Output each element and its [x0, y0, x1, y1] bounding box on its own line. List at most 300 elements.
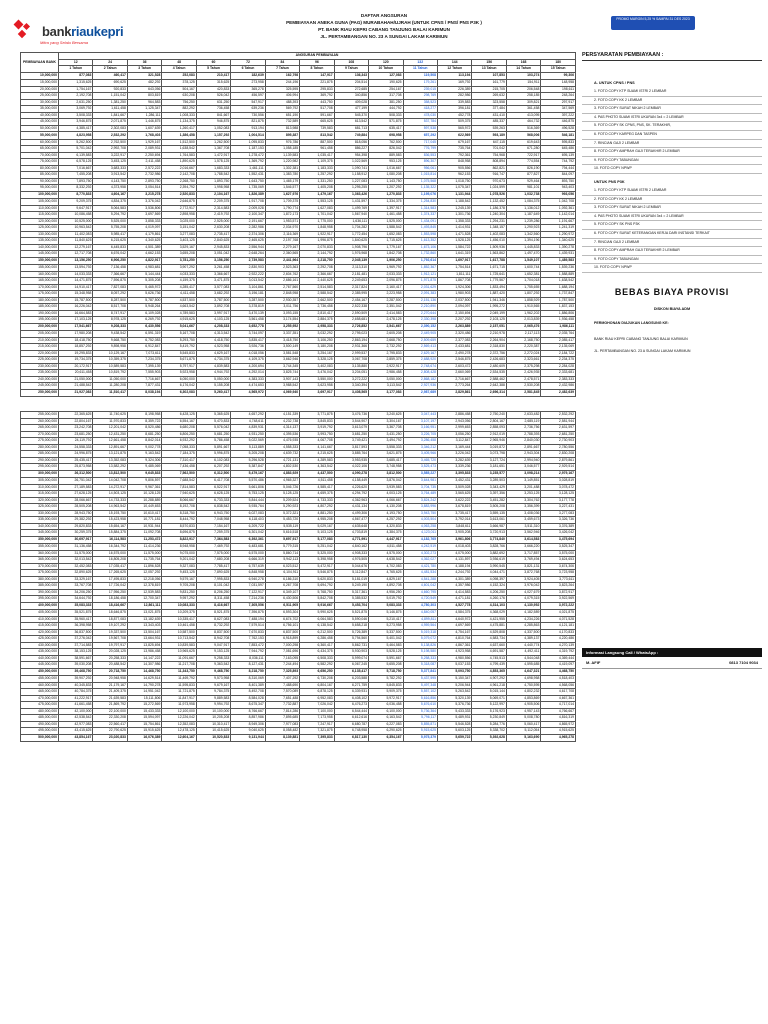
- installment-cell: 127,083: [369, 72, 403, 80]
- installment-cell: 6,036,458: [369, 702, 403, 709]
- installment-cell: 5,661,806: [231, 484, 265, 491]
- installment-cell: 4,357,986: [437, 583, 471, 590]
- installment-cell: 2,117,113: [506, 331, 540, 338]
- installment-cell: 1,207,292: [369, 185, 403, 192]
- installment-cell: 813,988: [265, 125, 299, 132]
- installment-cell: 5,479,167: [231, 470, 265, 478]
- installment-cell: 5,205,208: [231, 451, 265, 458]
- principal-cell: 10,000,000: [21, 72, 59, 80]
- installment-cell: 20,172,917: [59, 363, 93, 370]
- table-row: [21, 323, 576, 331]
- header-group: ANGSURAN PEMBIAYAAN: [59, 53, 576, 60]
- installment-cell: 36,837,500: [59, 629, 93, 636]
- installment-cell: 14,951,042: [127, 689, 161, 696]
- installment-cell: 7,122,917: [231, 589, 265, 596]
- installment-cell: 730,556: [231, 112, 265, 119]
- installment-cell: 6,733,333: [196, 497, 230, 504]
- installment-cell: 546,181: [541, 132, 576, 140]
- installment-cell: 12,201,042: [93, 425, 127, 432]
- installment-cell: 3,614,583: [506, 536, 540, 544]
- installment-cell: 3,723,958: [541, 570, 576, 577]
- installment-cell: 2,071,875: [93, 119, 127, 126]
- year-header: 1 Tahun: [59, 66, 93, 73]
- installment-cell: 8,978,125: [93, 317, 127, 324]
- installment-cell: 6,943,750: [196, 510, 230, 517]
- installment-cell: 2,736,458: [300, 304, 334, 311]
- installment-cell: 3,174,554: [265, 317, 299, 324]
- p3k-label: UNTUK PNS P3K: [594, 179, 625, 184]
- installment-cell: 19,107,292: [93, 623, 127, 630]
- installment-cell: 1,906,250: [369, 257, 403, 265]
- installment-cell: 31,575,000: [59, 550, 93, 557]
- installment-cell: 896,307: [403, 159, 437, 166]
- installment-cell: 4,362,027: [403, 557, 437, 564]
- contact-name: M. AFIF: [586, 660, 601, 665]
- installment-cell: 35,960,417: [59, 616, 93, 623]
- installment-cell: 3,577,083: [196, 284, 230, 291]
- installment-cell: 258,185: [506, 93, 540, 100]
- discount-label: DISKON BIAYA ADM: [653, 306, 691, 311]
- installment-cell: 2,572,222: [127, 165, 161, 172]
- installment-cell: 2,748,674: [403, 363, 437, 370]
- year-header: 3 Tahun: [127, 66, 161, 73]
- installment-cell: 1,254,830: [403, 199, 437, 206]
- installment-cell: 2,767,560: [265, 284, 299, 291]
- installment-cell: 13,664,931: [127, 636, 161, 643]
- installment-cell: 3,511,310: [506, 523, 540, 530]
- installment-cell: 1,075,568: [403, 178, 437, 185]
- installment-cell: 5,972,917: [369, 695, 403, 702]
- installment-cell: 3,402,083: [300, 363, 334, 370]
- installment-cell: 3,196,181: [231, 291, 265, 298]
- installment-cell: 1,239,286: [506, 218, 540, 225]
- installment-cell: 2,091,383: [403, 291, 437, 298]
- installment-cell: 11,217,708: [162, 662, 196, 669]
- installment-cell: 3,287,500: [231, 297, 265, 304]
- installment-cell: 496,528: [541, 125, 576, 132]
- requirement-item: 7. RINCIAN GAJI 2 LEMBAR: [582, 239, 762, 248]
- installment-cell: 1,078,526: [472, 191, 506, 199]
- installment-cell: 14,963,542: [93, 504, 127, 511]
- installment-cell: 321,528: [127, 72, 161, 80]
- installment-cell: 2,912,019: [472, 431, 506, 438]
- principal-cell: 365,000,000: [21, 557, 59, 564]
- installment-cell: 4,639,732: [265, 451, 299, 458]
- installment-cell: 6,349,107: [265, 589, 299, 596]
- installment-cell: 12,861,111: [127, 602, 161, 610]
- installment-cell: 4,907,292: [472, 676, 506, 683]
- installment-cell: 953,125: [369, 159, 403, 166]
- installment-cell: 5,293,750: [162, 337, 196, 344]
- installment-cell: 6,027,083: [231, 510, 265, 517]
- installment-cell: 21,179,167: [93, 682, 127, 689]
- installment-cell: 8,318,750: [162, 510, 196, 517]
- installment-cell: 681,713: [334, 125, 368, 132]
- installment-cell: 4,829,167: [369, 576, 403, 583]
- installment-cell: 12,717,708: [59, 251, 93, 258]
- installment-cell: 2,848,958: [265, 291, 299, 298]
- installment-cell: 4,313,542: [196, 331, 230, 338]
- installment-cell: 3,073,798: [472, 451, 506, 458]
- installment-cell: 1,402,083: [472, 231, 506, 238]
- installment-cell: 339,583: [437, 99, 471, 106]
- installment-cell: 21,488,542: [59, 383, 93, 390]
- installment-cell: 1,588,542: [369, 225, 403, 232]
- installment-cell: 1,627,976: [265, 191, 299, 199]
- installment-cell: 12,891,667: [93, 444, 127, 451]
- installment-cell: 1,600,744: [506, 265, 540, 272]
- installment-cell: 14,503,125: [93, 491, 127, 498]
- installment-cell: 5,167,708: [162, 331, 196, 338]
- installment-cell: 2,986,458: [369, 370, 403, 377]
- installment-cell: 4,734,375: [196, 357, 230, 364]
- installment-cell: 13,352,083: [93, 457, 127, 464]
- principal-cell: 120,000,000: [21, 218, 59, 225]
- installment-cell: 1,260,417: [162, 125, 196, 132]
- installment-cell: 1,058,185: [265, 146, 299, 153]
- installment-cell: 4,437,500: [300, 470, 334, 478]
- installment-cell: 2,465,625: [231, 238, 265, 245]
- installment-cell: 7,407,292: [265, 676, 299, 683]
- installment-cell: 13,021,875: [127, 610, 161, 617]
- installment-cell: 14,042,708: [93, 478, 127, 485]
- installment-cell: 19,734,375: [59, 357, 93, 364]
- installment-cell: 2,220,387: [506, 344, 540, 351]
- principal-cell: 325,000,000: [21, 504, 59, 511]
- installment-cell: 4,662,153: [127, 251, 161, 258]
- installment-cell: 2,716,667: [437, 376, 471, 383]
- installment-cell: 1,084,375: [506, 199, 540, 206]
- installment-cell: 10,589,583: [93, 363, 127, 370]
- installment-cell: 4,720,549: [403, 596, 437, 603]
- installment-cell: 2,830,903: [231, 265, 265, 272]
- principal-cell: 50,000,000: [21, 125, 59, 132]
- installment-cell: 630,208: [162, 93, 196, 100]
- installment-cell: 9,668,750: [93, 337, 127, 344]
- installment-cell: 1,334,375: [369, 199, 403, 206]
- installment-cell: 2,035,764: [541, 331, 576, 338]
- installment-cell: 2,987,689: [403, 389, 437, 397]
- installment-cell: 7,877,431: [127, 383, 161, 390]
- installment-cell: 6,593,304: [265, 610, 299, 617]
- installment-cell: 3,792,014: [437, 517, 471, 524]
- installment-cell: 4,511,458: [369, 544, 403, 551]
- installment-cell: 3,151,042: [162, 225, 196, 232]
- installment-cell: 11,402,083: [59, 231, 93, 238]
- installment-cell: 1,852,367: [403, 265, 437, 272]
- installment-cell: 5,985,417: [93, 231, 127, 238]
- installment-cell: 488,393: [265, 99, 299, 106]
- installment-cell: 4,965,327: [265, 478, 299, 485]
- installment-cell: 6,067,245: [334, 662, 368, 669]
- requirement-item: 10. FOTO COPY NPWP: [582, 165, 762, 174]
- installment-cell: 9,040,625: [231, 728, 265, 735]
- installment-cell: 1,986,111: [541, 323, 576, 331]
- installment-cell: 14,272,917: [93, 484, 127, 491]
- installment-cell: 25,873,958: [59, 464, 93, 471]
- installment-cell: 1,607,639: [127, 125, 161, 132]
- installment-cell: 1,567,940: [334, 212, 368, 219]
- installment-cell: 5,616,518: [265, 530, 299, 537]
- installment-cell: 5,325,000: [300, 550, 334, 557]
- installment-cell: 9,438,542: [93, 331, 127, 338]
- installment-cell: 613,542: [334, 119, 368, 126]
- installment-cell: 2,629,167: [403, 350, 437, 357]
- installment-cell: 22,330,208: [93, 715, 127, 722]
- installment-cell: 4,383,333: [231, 376, 265, 383]
- installment-cell: 4,840,162: [334, 544, 368, 551]
- principal-cell: 140,000,000: [21, 244, 59, 251]
- installment-cell: 1,461,458: [369, 212, 403, 219]
- installment-cell: 1,262,500: [196, 139, 230, 146]
- installment-cell: 3,961,806: [437, 536, 471, 544]
- installment-cell: 504,167: [162, 86, 196, 93]
- principal-cell: 65,000,000: [21, 146, 59, 153]
- installment-cell: 3,953,935: [334, 457, 368, 464]
- installment-cell: 3,255,952: [265, 323, 299, 331]
- installment-cell: 2,922,222: [231, 271, 265, 278]
- installment-cell: 3,773,611: [541, 576, 576, 583]
- installment-cell: 1,842,708: [369, 251, 403, 258]
- installment-cell: 1,837,153: [541, 304, 576, 311]
- installment-cell: 2,762,500: [93, 139, 127, 146]
- installment-cell: 3,078,472: [541, 484, 576, 491]
- installment-cell: 32,890,625: [59, 570, 93, 577]
- installment-cell: 2,631,597: [541, 425, 576, 432]
- requirements-panel: [582, 52, 762, 353]
- installment-cell: 4,098,397: [472, 576, 506, 583]
- installment-cell: 4,418,750: [196, 337, 230, 344]
- installment-cell: 2,590,509: [334, 310, 368, 317]
- installment-cell: 1,015,814: [403, 172, 437, 179]
- installment-cell: 5,209,524: [265, 497, 299, 504]
- installment-cell: 1,183,333: [300, 165, 334, 172]
- installment-cell: 7,455,208: [59, 172, 93, 179]
- installment-cell: 7,895,685: [265, 715, 299, 722]
- installment-cell: 7,670,833: [231, 629, 265, 636]
- installment-cell: 2,287,500: [369, 297, 403, 304]
- installment-cell: 1,456,010: [472, 238, 506, 245]
- installment-cell: 1,779,167: [369, 244, 403, 251]
- installment-cell: 317,708: [369, 93, 403, 100]
- installment-cell: 2,732,986: [127, 172, 161, 179]
- installment-cell: 3,367,708: [369, 425, 403, 432]
- installment-cell: 5,128,125: [265, 491, 299, 498]
- installment-cell: 2,681,250: [541, 431, 576, 438]
- installment-cell: 6,286,458: [300, 636, 334, 643]
- installment-cell: 3,536,806: [127, 205, 161, 212]
- installment-cell: 3,451,282: [472, 497, 506, 504]
- installment-cell: 2,922,917: [369, 363, 403, 370]
- installment-cell: 31,136,458: [59, 544, 93, 551]
- installment-cell: 4,839,931: [231, 425, 265, 432]
- installment-cell: 593,189: [472, 132, 506, 140]
- installment-cell: 2,581,944: [541, 418, 576, 425]
- installment-cell: 20,611,458: [59, 370, 93, 377]
- installment-cell: 5,935,764: [231, 504, 265, 511]
- year-header: 5 Tahun: [196, 66, 230, 73]
- installment-cell: 3,621,875: [369, 451, 403, 458]
- installment-cell: 5,489,931: [437, 715, 471, 722]
- installment-cell: 43,415,625: [59, 728, 93, 735]
- installment-cell: 4,691,587: [472, 649, 506, 656]
- installment-cell: 3,907,292: [162, 265, 196, 272]
- installment-cell: 2,302,083: [93, 125, 127, 132]
- installment-cell: 2,191,667: [231, 218, 265, 225]
- installment-cell: 2,210,978: [472, 331, 506, 338]
- installment-cell: 6,392,361: [231, 536, 265, 544]
- installment-cell: 8,732,292: [196, 623, 230, 630]
- installment-cell: 2,218,750: [300, 257, 334, 265]
- installment-cell: 4,368,029: [472, 610, 506, 617]
- installment-cell: 3,304,167: [369, 418, 403, 425]
- installment-cell: 5,008,780: [506, 715, 540, 722]
- installment-cell: 1,613,352: [403, 238, 437, 245]
- installment-cell: 6,476,273: [334, 702, 368, 709]
- principal-cell: 455,000,000: [21, 676, 59, 683]
- installment-cell: 4,647,321: [506, 668, 540, 676]
- installment-cell: 464,732: [506, 119, 540, 126]
- installment-cell: 2,631,250: [59, 99, 93, 106]
- installment-cell: 3,946,875: [59, 119, 93, 126]
- installment-cell: 4,518,403: [541, 676, 576, 683]
- installment-cell: 40,784,375: [59, 689, 93, 696]
- installment-cell: 1,998,958: [196, 185, 230, 192]
- installment-cell: 3,682,292: [196, 291, 230, 298]
- installment-cell: 4,638,542: [369, 557, 403, 564]
- principal-cell: 160,000,000: [21, 271, 59, 278]
- installment-cell: 1,792,614: [403, 257, 437, 265]
- installment-cell: 10,086,458: [59, 212, 93, 219]
- installment-cell: 3,976,042: [506, 583, 540, 590]
- installment-cell: 1,553,125: [300, 199, 334, 206]
- installment-cell: 10,129,167: [93, 350, 127, 357]
- installment-cell: 16,076,389: [127, 734, 161, 742]
- installment-cell: 4,193,750: [369, 510, 403, 517]
- installment-cell: 1,912,121: [403, 271, 437, 278]
- installment-cell: 3,277,083: [541, 510, 576, 517]
- installment-cell: 635,417: [369, 125, 403, 132]
- installment-cell: 7,488,194: [231, 616, 265, 623]
- installment-cell: 2,314,583: [196, 205, 230, 212]
- installment-cell: 5,019,792: [369, 596, 403, 603]
- installment-cell: 4,511,458: [300, 478, 334, 485]
- installment-cell: 7,031,597: [231, 583, 265, 590]
- installment-cell: 631,250: [196, 99, 230, 106]
- installment-cell: 119,508: [403, 72, 437, 80]
- installment-cell: 33,329,167: [59, 576, 93, 583]
- installment-cell: 1,446,875: [127, 119, 161, 126]
- installment-cell: 9,967,361: [127, 484, 161, 491]
- installment-cell: 30,259,375: [59, 530, 93, 537]
- installment-cell: 10,520,833: [196, 734, 230, 742]
- installment-cell: 1,022,569: [334, 159, 368, 166]
- installment-cell: 7,436,458: [162, 464, 196, 471]
- installment-cell: 7,163,095: [265, 655, 299, 662]
- principal-cell: 195,000,000: [21, 317, 59, 324]
- installment-cell: 5,296,528: [231, 457, 265, 464]
- installment-cell: 40,345,833: [59, 682, 93, 689]
- installment-cell: 2,556,944: [231, 244, 265, 251]
- installment-cell: 11,575,000: [127, 550, 161, 557]
- installment-cell: 3,104,861: [231, 284, 265, 291]
- installment-cell: 4,575,000: [369, 550, 403, 557]
- principal-cell: 235,000,000: [21, 370, 59, 377]
- installment-cell: 12,218,056: [127, 576, 161, 583]
- installment-cell: 2,646,875: [162, 199, 196, 206]
- installment-cell: 893,750: [541, 178, 576, 185]
- installment-cell: 16,805,208: [93, 557, 127, 564]
- installment-cell: 5,521,875: [334, 610, 368, 617]
- contact-row: [582, 657, 762, 669]
- installment-cell: 10,587,500: [162, 629, 196, 636]
- installment-cell: 4,389,137: [506, 636, 540, 643]
- installment-cell: 3,562,946: [506, 530, 540, 537]
- installment-cell: 5,041,667: [162, 323, 196, 331]
- installment-cell: 5,210,417: [369, 616, 403, 623]
- installment-cell: 3,662,946: [265, 357, 299, 364]
- installment-cell: 1,241,319: [541, 225, 576, 232]
- installment-cell: 1,295,255: [334, 185, 368, 192]
- installment-cell: 18,857,292: [59, 344, 93, 351]
- installment-cell: 7,732,887: [265, 702, 299, 709]
- installment-cell: 3,019,872: [472, 444, 506, 451]
- installment-cell: 4,109,375: [231, 357, 265, 364]
- installment-cell: 8,310,069: [231, 676, 265, 683]
- installment-cell: 4,071,528: [541, 616, 576, 623]
- installment-cell: 1,996,875: [300, 238, 334, 245]
- installment-cell: 8,696,875: [162, 530, 196, 537]
- installment-cell: 2,150,694: [437, 310, 471, 317]
- installment-cell: 3,697,569: [127, 212, 161, 219]
- installment-cell: 2,979,167: [541, 470, 576, 478]
- installment-cell: 2,943,304: [506, 451, 540, 458]
- requirement-item: 4. PAS PHOTO SUAMI ISTRI UKURAN 3x4 = 2 LEMBAR: [582, 114, 762, 123]
- installment-cell: 1,109,375: [300, 159, 334, 166]
- installment-cell: 6,445,833: [93, 244, 127, 251]
- installment-cell: 1,735,069: [231, 185, 265, 192]
- installment-cell: 3,051,042: [196, 251, 230, 258]
- principal-cell: 135,000,000: [21, 238, 59, 245]
- installment-cell: 1,826,389: [231, 191, 265, 199]
- installment-cell: 1,220,982: [265, 159, 299, 166]
- installment-cell: 1,768,403: [127, 132, 161, 140]
- installment-cell: 9,327,083: [162, 563, 196, 570]
- installment-cell: 7,154,167: [196, 523, 230, 530]
- installment-cell: 981,101: [506, 185, 540, 192]
- installment-cell: 6,666,319: [231, 557, 265, 564]
- installment-cell: 6,730,208: [300, 676, 334, 683]
- installment-cell: 4,019,097: [127, 225, 161, 232]
- installment-cell: 6,212,500: [300, 629, 334, 636]
- installment-cell: 1,509,936: [472, 244, 506, 251]
- installment-cell: 3,828,766: [472, 544, 506, 551]
- installment-cell: 8,766,667: [231, 708, 265, 715]
- installment-cell: 295,833: [300, 86, 334, 93]
- installment-cell: 32,452,083: [59, 563, 93, 570]
- installment-cell: 1,157,292: [196, 132, 230, 140]
- installment-cell: 3,993,750: [300, 431, 334, 438]
- installment-cell: 5,317,361: [334, 589, 368, 596]
- installment-cell: 4,754,167: [437, 629, 471, 636]
- installment-cell: 736,458: [196, 106, 230, 113]
- installment-cell: 2,795,023: [334, 331, 368, 338]
- installment-cell: 15,787,500: [59, 297, 93, 304]
- installment-cell: 4,152,324: [472, 583, 506, 590]
- installment-cell: 6,135,417: [334, 668, 368, 676]
- installment-cell: 1,340,625: [541, 238, 576, 245]
- installment-cell: 6,176,042: [162, 383, 196, 390]
